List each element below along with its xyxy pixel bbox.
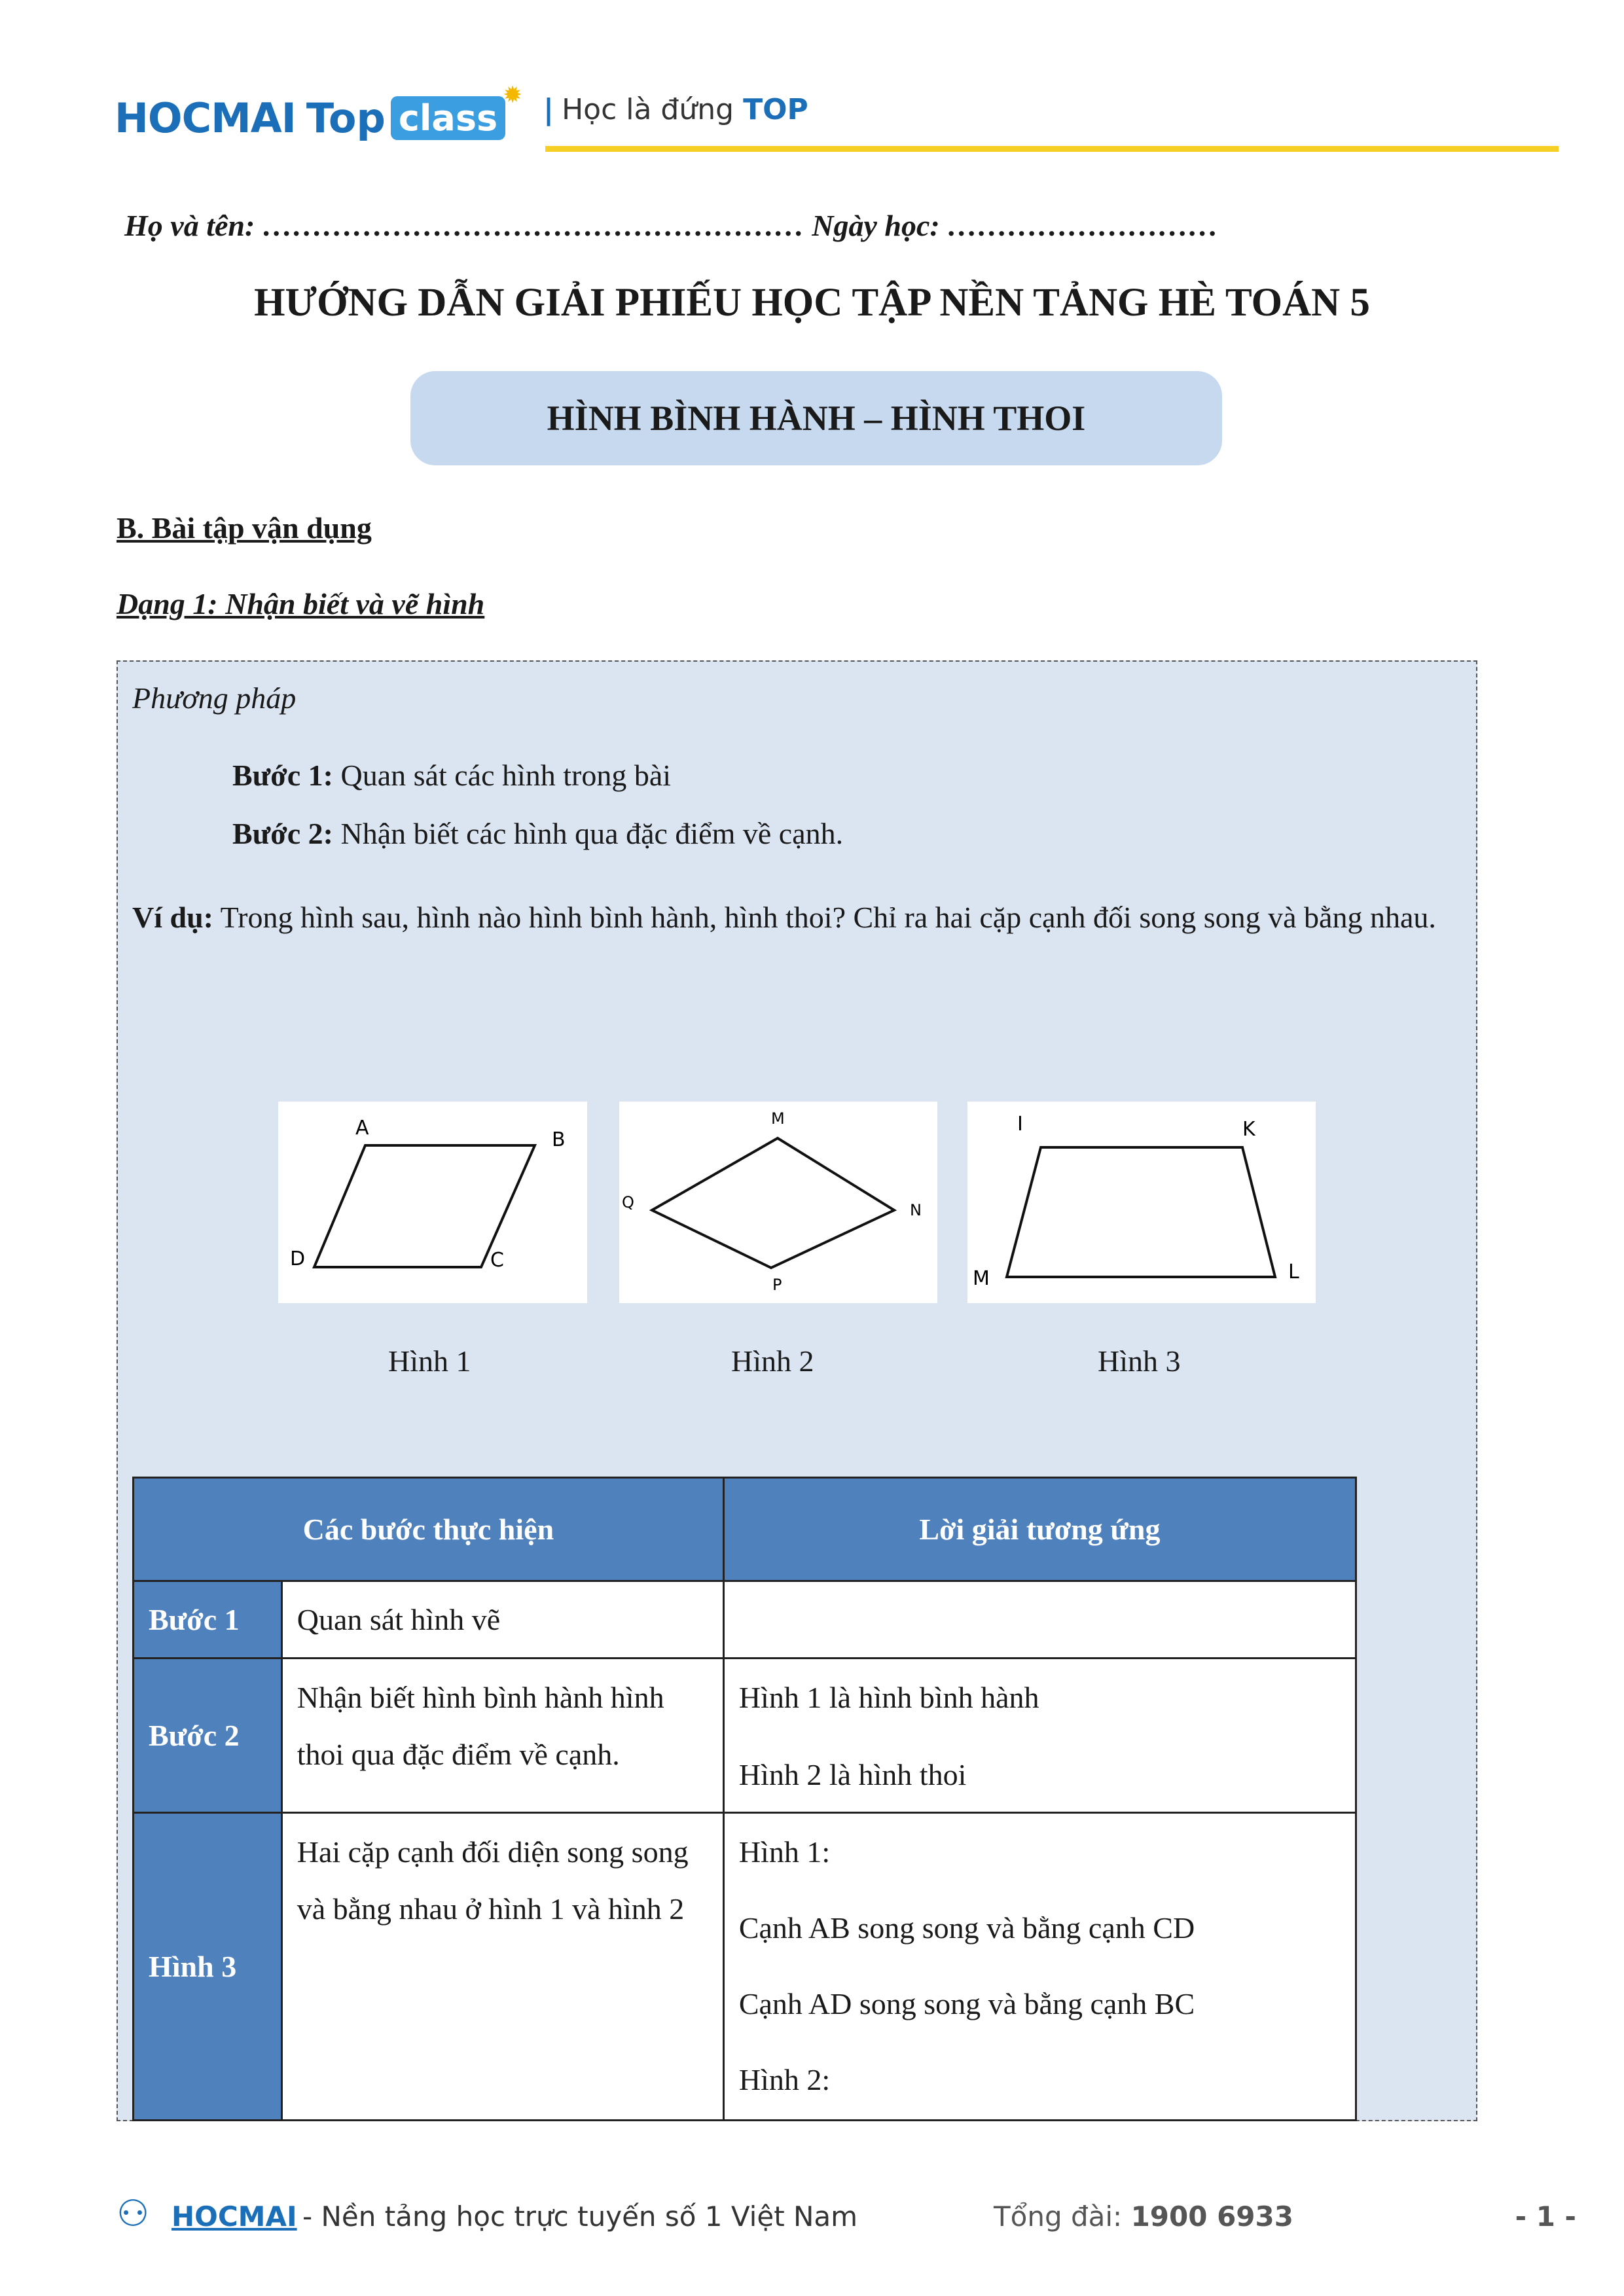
example-paragraph [132, 889, 1448, 946]
figure-caption-2: Hình 2 [731, 1344, 814, 1378]
logo-hocmai-text: HOCMAI [115, 94, 296, 142]
step-2-label: Bước 2: [232, 817, 333, 850]
vertex-label-k: K [1242, 1118, 1255, 1141]
vertex-label-m2: M [973, 1267, 990, 1290]
hocmai-people-icon: ⚇ [117, 2193, 150, 2235]
footer-phone-number: 1900 6933 [1130, 2200, 1293, 2233]
slogan-divider: | [543, 93, 554, 126]
row-step-text: Hai cặp cạnh đối diện song song và bằng nhau ở hình 1 và hình 2 [297, 1835, 689, 1926]
vertex-label-p: P [772, 1276, 782, 1294]
row-solution-empty [723, 1581, 1356, 1659]
figure-caption-1: Hình 1 [388, 1344, 471, 1378]
row-step-cell [281, 1813, 723, 2121]
steps-table [132, 1477, 1357, 2121]
solution-line: Hình 1 là hình bình hành [738, 1681, 1039, 1714]
topic-title: HÌNH BÌNH HÀNH – HÌNH THOI [547, 399, 1086, 438]
solution-line: Hình 2 là hình thoi [738, 1758, 967, 1791]
vertex-label-l: L [1288, 1261, 1299, 1283]
logo-class-text: class [398, 97, 498, 139]
method-title: Phương pháp [132, 681, 297, 715]
vertex-label-d: D [290, 1247, 306, 1270]
step-1-text: Quan sát các hình trong bài [333, 759, 672, 792]
trapezoid-drawing [967, 1102, 1316, 1303]
vertex-label-c: C [490, 1249, 504, 1272]
table-row [134, 1581, 1356, 1659]
table-row [134, 1659, 1356, 1813]
table-row [134, 1813, 1356, 2121]
rhombus-drawing [619, 1102, 937, 1303]
rhombus-shape [652, 1138, 894, 1268]
footer-phone [994, 2200, 1293, 2233]
row-step-cell [281, 1659, 723, 1813]
method-step-2 [232, 816, 843, 851]
row-label: Hình 3 [134, 1813, 282, 2121]
vertex-label-a: A [355, 1117, 369, 1139]
logo-class-badge [391, 81, 523, 140]
section-heading: B. Bài tập vận dụng [117, 511, 372, 545]
vertex-label-m: M [771, 1109, 785, 1128]
parallelogram-drawing [278, 1102, 587, 1303]
method-step-1 [232, 758, 671, 793]
solution-line: Cạnh AB song song và bằng cạnh CD [738, 1911, 1195, 1945]
trapezoid-shape [1007, 1147, 1275, 1277]
row-label: Bước 2 [134, 1659, 282, 1813]
solution-line: Cạnh AD song song và bằng cạnh BC [738, 1987, 1195, 2020]
figure-rhombus [619, 1102, 937, 1303]
example-text: Trong hình sau, hình nào hình bình hành, hình thoi? Chỉ ra hai cặp cạnh đối song song và bằng nhau. [213, 901, 1436, 934]
vertex-label-q: Q [622, 1193, 634, 1211]
student-info-line: Họ và tên: ……………………………………………… Ngày học: ……………………… [124, 209, 1219, 242]
table-header-row [134, 1478, 1356, 1581]
logo-top-text: Top [306, 94, 386, 142]
solution-line: Hình 1: [738, 1835, 831, 1869]
figure-parallelogram [278, 1102, 587, 1303]
page-title: HƯỚNG DẪN GIẢI PHIẾU HỌC TẬP NỀN TẢNG HÈ TOÁN 5 [254, 281, 1370, 325]
page-footer [117, 2193, 1576, 2245]
footer-phone-label: Tổng đài: [994, 2200, 1123, 2233]
page-number: - 1 - [1515, 2200, 1576, 2233]
footer-brand-link[interactable]: HOCMAI [171, 2200, 297, 2233]
step-2-text: Nhận biết các hình qua đặc điểm về cạnh. [333, 817, 844, 850]
vertex-label-i: I [1017, 1113, 1023, 1136]
header-divider [545, 146, 1559, 152]
solution-line: Hình 2: [738, 2063, 831, 2096]
header-slogan [543, 93, 808, 126]
table-header-steps: Các bước thực hiện [134, 1478, 724, 1581]
subsection-heading: Dạng 1: Nhận biết và vẽ hình [117, 587, 485, 620]
row-solution-cell [723, 1813, 1356, 2121]
slogan-top: TOP [743, 93, 808, 126]
row-step-text: Quan sát hình vẽ [281, 1581, 723, 1659]
slogan-text: Học là đứng [562, 93, 734, 126]
vertex-label-b: B [552, 1128, 566, 1151]
topic-banner [410, 371, 1222, 465]
sun-icon: ✹ [502, 81, 523, 109]
hocmai-topclass-logo [115, 81, 523, 154]
figure-trapezoid [967, 1102, 1316, 1303]
row-solution-cell [723, 1659, 1356, 1813]
table-header-solutions: Lời giải tương ứng [723, 1478, 1356, 1581]
footer-tagline: - Nền tảng học trực tuyến số 1 Việt Nam [302, 2200, 858, 2233]
row-step-text: Nhận biết hình bình hành hình thoi qua đặc điểm về cạnh. [297, 1681, 664, 1771]
step-1-label: Bước 1: [232, 759, 333, 792]
row-label: Bước 1 [134, 1581, 282, 1659]
example-label: Ví dụ: [132, 901, 213, 934]
vertex-label-n: N [910, 1201, 922, 1219]
figure-caption-3: Hình 3 [1098, 1344, 1181, 1378]
